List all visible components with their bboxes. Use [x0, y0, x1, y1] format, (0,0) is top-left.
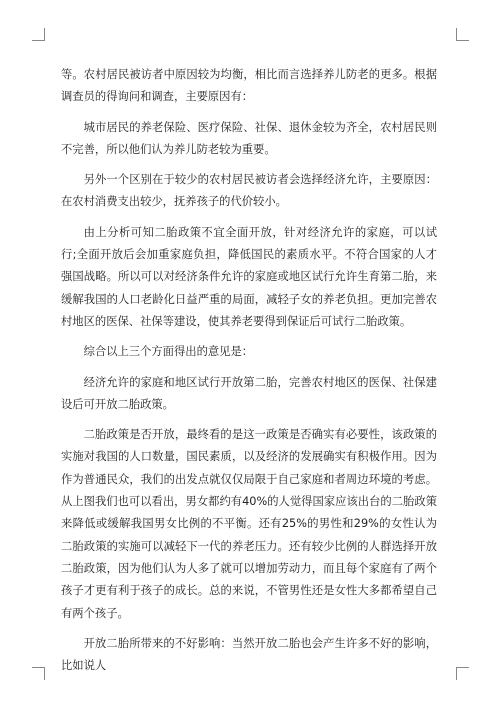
page-corner-mark-top-right	[456, 28, 469, 41]
paragraph: 由上分析可知二胎政策不宜全面开放，针对经济允许的家庭，可以试行;全面开放后会加重家庭负担，降低国民的素质水平。不符合国家的人才强国战略。所以可以对经济条件允许的家庭或地区试行允许生育第二胎，来缓解我国的人口老龄化日益严重的局面，减轻子女的养老负担。更加完善农村地区的医保、社保等建设，使其养老要得到保证后可试行二胎政策。	[61, 225, 437, 328]
paragraph: 综合以上三个方面得出的意见是：	[83, 345, 254, 359]
paragraph: 等。农村居民被访者中原因较为均衡，相比而言选择养儿防老的更多。根据调查员的得询问和调查，主要原因有：	[61, 68, 437, 104]
paragraph: 二胎政策是否开放，最终看的是这一政策是否确实有必要性，该政策的实施对我国的人口数量，国民素质，以及经济的发展确实有积极作用。因为作为普通民众，我们的出发点就仅仅局限于自己家庭和者周边环境的考虑。从上图我们也可以看出，男女都约有40%的人觉得国家应该出台的二胎政策来降低或缓解我国男女比例的不平衡。还有25%的男性和29%的女性认为二胎政策的实施可以减轻下一代的养老压力。还有较少比例的人群选择开放二胎政策，因为他们认为人多了就可以增加劳动力，而且每个家庭有了两个孩子才更有利于孩子的成长。总的来说，不管男性还是女性大多都希望自己有两个孩子。	[61, 428, 437, 620]
page-corner-mark-top-left	[32, 28, 45, 41]
page-corner-mark-bottom-left	[32, 667, 45, 680]
paragraph: 另外一个区别在于较少的农村居民被访者会选择经济允许，主要原因：在农村消费支出较少，抚养孩子的代价较小。	[61, 173, 437, 209]
document-body	[61, 64, 437, 685]
paragraph: 开放二胎所带来的不好影响：当然开放二胎也会产生许多不好的影响，比如说人	[61, 636, 437, 673]
page-corner-mark-bottom-right	[456, 667, 469, 680]
paragraph: 经济允许的家庭和地区试行开放第二胎，完善农村地区的医保、社保建设后可开放二胎政策。	[61, 375, 437, 411]
paragraph: 城市居民的养老保险、医疗保险、社保、退休金较为齐全，农村居民则不完善，所以他们认为养儿防老较为重要。	[61, 120, 437, 156]
